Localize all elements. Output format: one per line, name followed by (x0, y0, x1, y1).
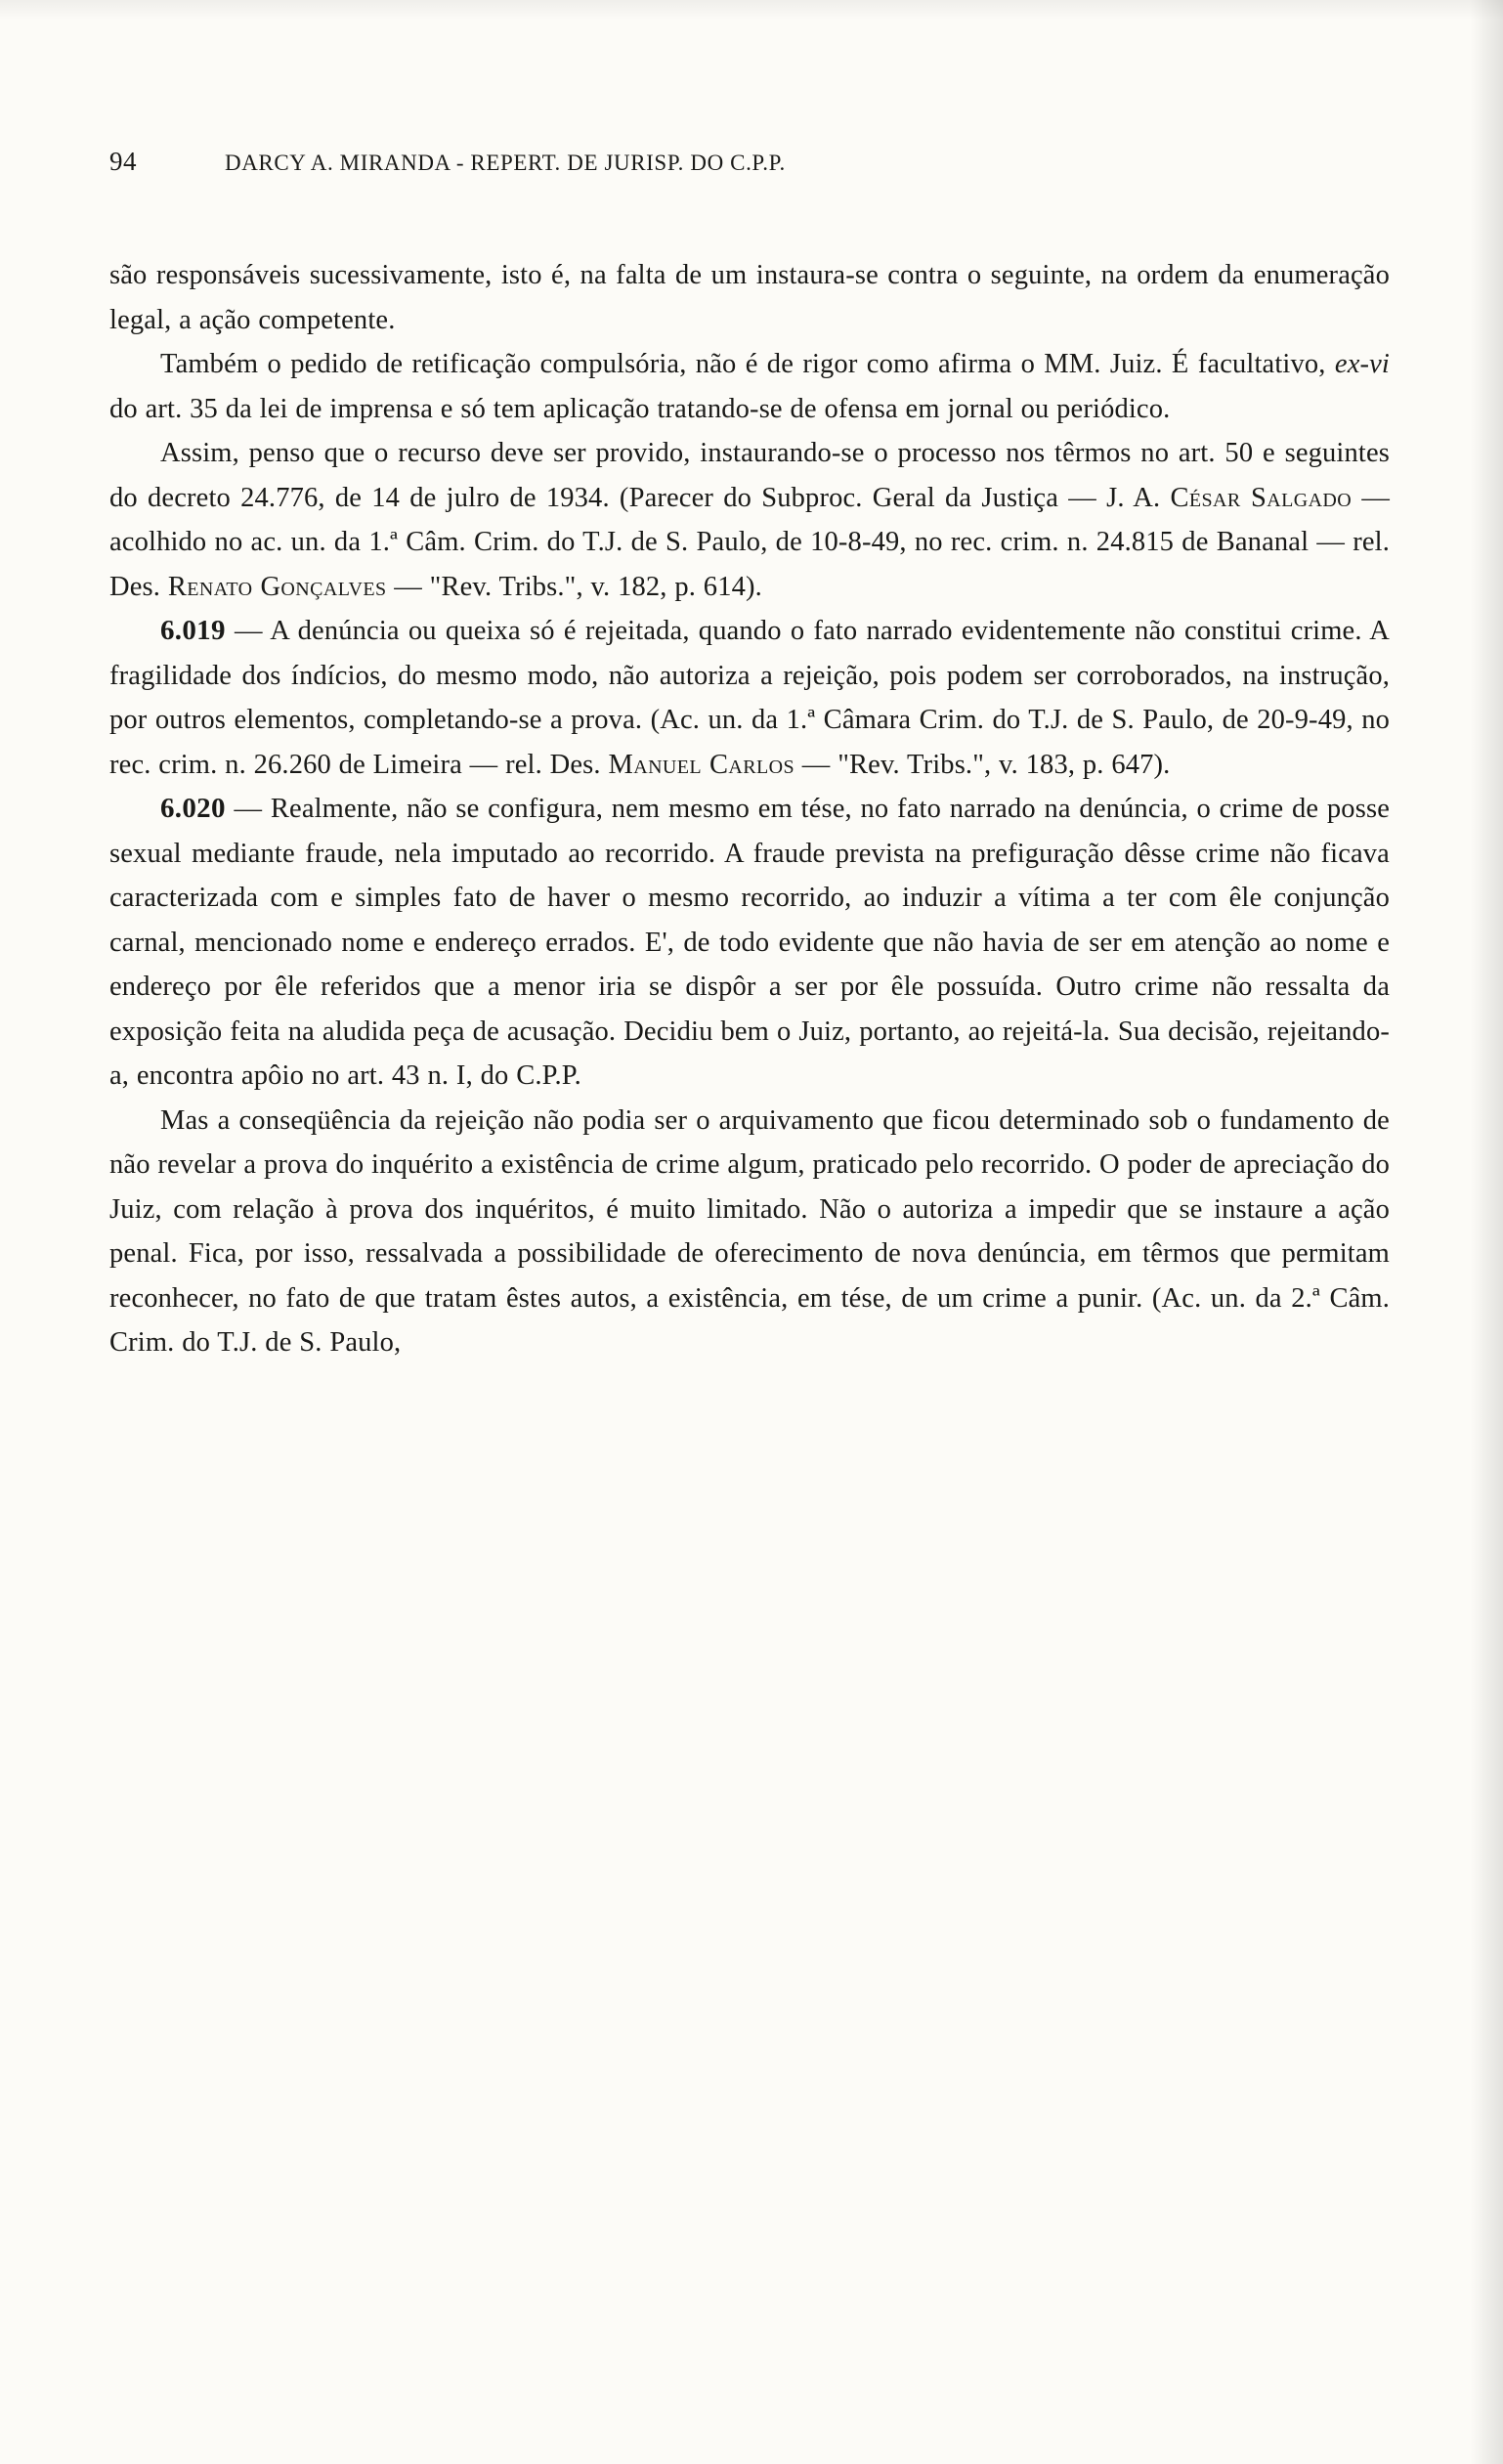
paragraph-text: Assim, penso que o recurso deve ser provido, instaurando-se o processo nos têrmos no art. 50 e seguintes do decreto 24.776, de 14 de julro de 1934. (Parecer do Subproc. Geral da Justiça — J. A. (109, 438, 1390, 513)
entry-number: 6.020 (160, 793, 226, 824)
entry-6020 (109, 787, 1390, 1099)
running-head-title: DARCY A. MIRANDA - REPERT. DE JURISP. DO C.P.P. (225, 151, 786, 175)
entry-text: — A denúncia ou queixa só é rejeitada, quando o fato narrado evidentemente não constitui crime. A fragilidade dos índícios, do mesmo modo, não autoriza a rejeição, pois podem ser corroborados, na instrução, por outros elementos, completando-se a prova. (Ac. un. da 1.ª Câmara Crim. do T.J. de S. Paulo, de 20-9-49, no rec. crim. n. 26.260 de Limeira — rel. Des. (109, 616, 1390, 780)
page-top-shadow (0, 0, 1503, 20)
paragraph-text: do art. 35 da lei de imprensa e só tem aplicação tratando-se de ofensa em jornal ou periódico. (109, 393, 1171, 424)
paragraph-parecer (109, 431, 1390, 609)
person-name-manuel-carlos: Manuel Carlos (608, 749, 794, 780)
latin-term: ex-vi (1334, 349, 1390, 379)
person-name-renato-goncalves: Renato Gonçalves (167, 571, 387, 602)
entry-6019 (109, 609, 1390, 787)
entry-text: — "Rev. Tribs.", v. 183, p. 647). (794, 749, 1171, 780)
paragraph-text: — acolhido no ac. un. da 1.ª Câm. Crim. do T.J. de S. Paulo, de 10-8-49, no rec. crim. n. 24.815 de Bananal — rel. Des. (109, 482, 1390, 602)
page-number: 94 (109, 147, 137, 176)
paragraph-text: — "Rev. Tribs.", v. 182, p. 614). (386, 571, 762, 602)
page-content (109, 147, 1390, 1365)
person-name-cesar-salgado: César Salgado (1170, 482, 1353, 513)
paragraph-retificacao (109, 342, 1390, 431)
page-gutter-shadow (1470, 0, 1503, 2464)
paragraph-text: Também o pedido de retificação compulsória, não é de rigor como afirma o MM. Juiz. É facultativo, (160, 349, 1335, 379)
entry-number: 6.019 (160, 615, 226, 646)
running-head (109, 147, 1390, 177)
entry-text: — Realmente, não se configura, nem mesmo em tése, no fato narrado na denúncia, o crime de posse sexual mediante fraude, nela imputado ao recorrido. A fraude prevista na prefiguração dêsse crime não ficava caracterizada com e simples fato de haver o mesmo recorrido, ao induzir a vítima a ter com êle conjunção carnal, mencionado nome e endereço errados. E', de todo evidente que não havia de ser em atenção ao nome e endereço por êle referidos que a menor iria se dispôr a ser por êle possuída. Outro crime não ressalta da exposição feita na aludida peça de acusação. Decidiu bem o Juiz, portanto, ao rejeitá-la. Sua decisão, rejeitando-a, encontra apôio no art. 43 n. I, do C.P.P. (109, 794, 1390, 1091)
paragraph-text: são responsáveis sucessivamente, isto é, na falta de um instaura-se contra o seguinte, na ordem da enumeração legal, a ação competente. (109, 260, 1390, 335)
entry-6020-continued (109, 1099, 1390, 1365)
paragraph-continuation (109, 253, 1390, 342)
entry-text: Mas a conseqüência da rejeição não podia ser o arquivamento que ficou determinado sob o fundamento de não revelar a prova do inquérito a existência de crime algum, praticado pelo recorrido. O poder de apreciação do Juiz, com relação à prova dos inquéritos, é muito limitado. Não o autoriza a impedir que se instaure a ação penal. Fica, por isso, ressalvada a possibilidade de oferecimento de nova denúncia, em têrmos que permitam reconhecer, no fato de que tratam êstes autos, a existência, em tése, de um crime a punir. (Ac. un. da 2.ª Câm. Crim. do T.J. de S. Paulo, (109, 1104, 1390, 1358)
